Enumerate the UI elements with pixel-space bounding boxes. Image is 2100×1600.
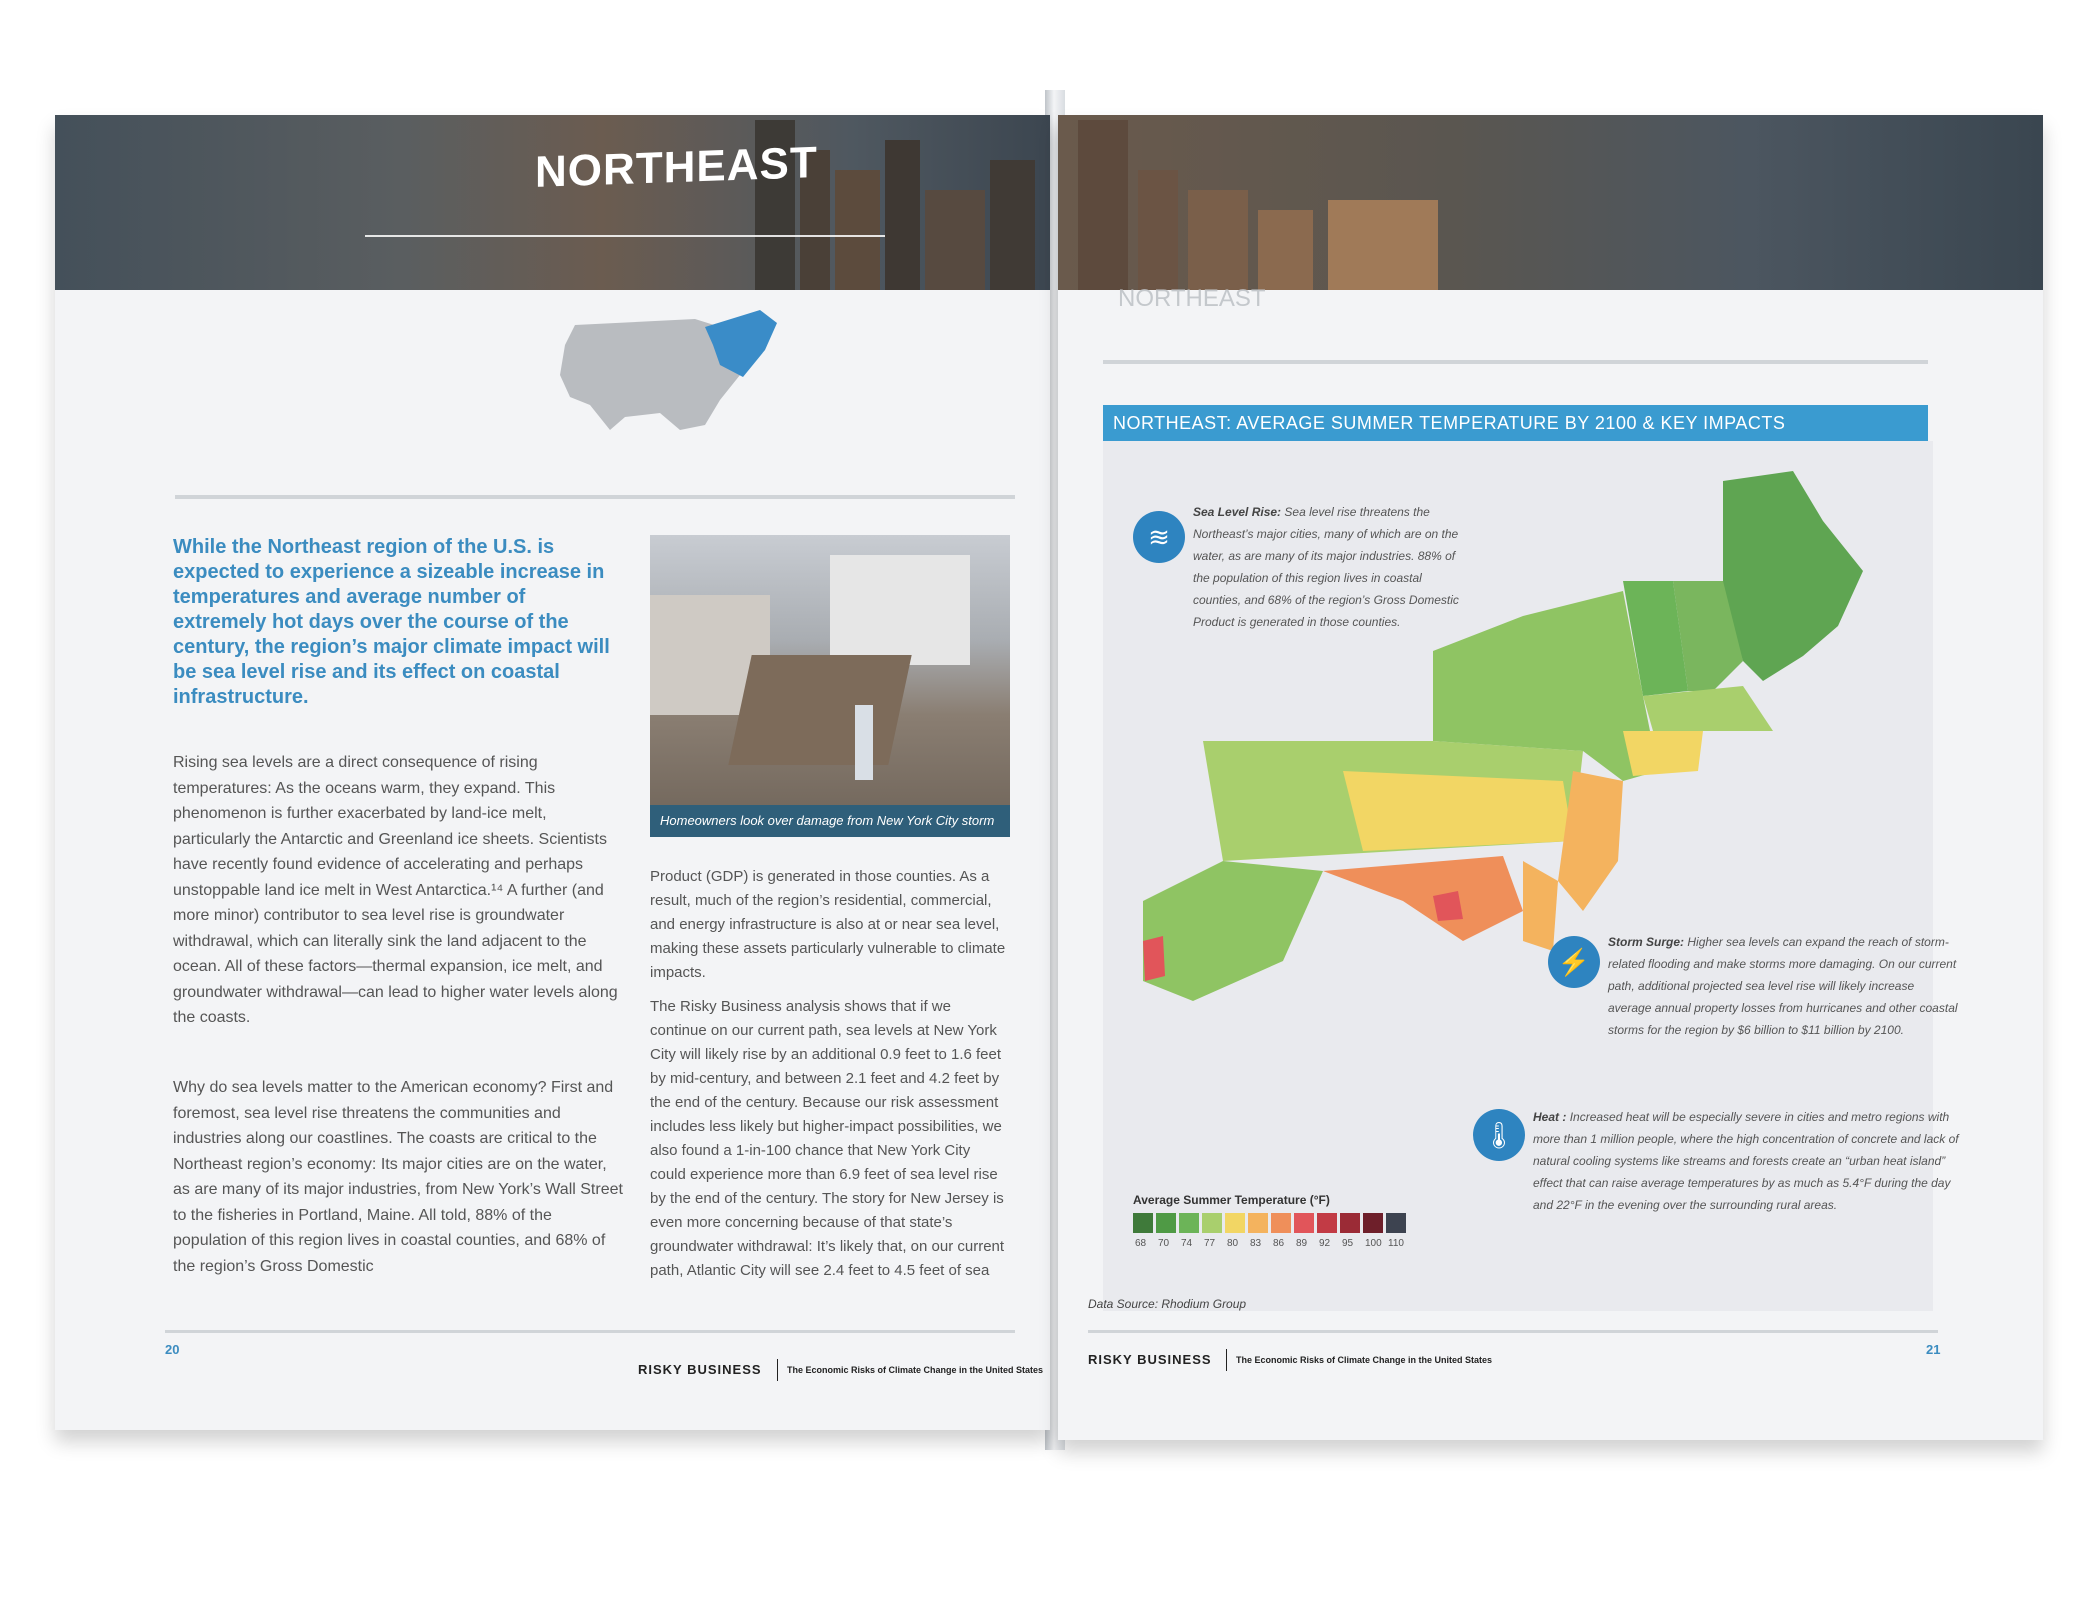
banner-rule <box>365 235 885 237</box>
legend-swatch <box>1386 1213 1406 1233</box>
legend-swatch <box>1294 1213 1314 1233</box>
legend-swatch <box>1225 1213 1245 1233</box>
right-page <box>1058 115 2043 1440</box>
footer-brand-right: RISKY BUSINESS <box>1088 1352 1212 1367</box>
column2-paragraph2: The Risky Business analysis shows that if we continue on our current path, sea levels at New York City will likely rise by an additional 0.9 feet to 1.6 feet by mid-century, and between 2.1 feet and 4.2 feet by the end of the century. Because our risk assessment includes less likely but higher-impact possibilities, we also found a 1-in-100 chance that New York City could experience more than 6.9 feet of sea level rise by the end of the century. The story for New Jersey is even more concerning because of that state’s groundwater withdrawal: It’s likely that, on our current path, Atlantic City will see 2.4 feet to 4.5 feet of sea <box>650 998 1005 1279</box>
legend-title: Average Summer Temperature (°F) <box>1133 1193 1330 1207</box>
impact-title-storm-surge: Storm Surge: <box>1608 935 1685 949</box>
legend-tick-label: 110 <box>1388 1238 1404 1249</box>
storm-damage-photo <box>650 535 1010 835</box>
impact-text-storm-surge: Higher sea levels can expand the reach of storm-related flooding and make storms more damaging. On our current path, additional projected sea level rise will likely increase average annual property losses from hurricanes and other coastal storms for the region by $6 billion to $11 billion by 2100. <box>1608 935 1958 1037</box>
footer-separator-left <box>777 1359 778 1381</box>
legend-swatch <box>1248 1213 1268 1233</box>
figure-title: NORTHEAST: AVERAGE SUMMER TEMPERATURE BY 2100 & KEY IMPACTS <box>1103 405 1928 441</box>
map-region-west-virginia <box>1143 861 1323 1001</box>
footer-subtitle-left: The Economic Risks of Climate Change in the United States <box>787 1365 1044 1375</box>
impact-sea-level-rise <box>1133 501 1463 633</box>
map-region-maryland <box>1323 856 1523 941</box>
legend-swatch <box>1340 1213 1360 1233</box>
map-region-wv-hotspot <box>1143 936 1165 981</box>
impact-text-heat: Increased heat will be especially severe in cities and metro regions with more than 1 million people, where the high concentration of concrete and lack of natural cooling systems like streams and forests create an “urban heat island” effect that can raise average temperatures by as much as 5.4°F during the day and 22°F in the evening over the surrounding rural areas. <box>1533 1110 1959 1212</box>
legend-tick-label: 77 <box>1204 1238 1216 1249</box>
impact-title-heat: Heat : <box>1533 1110 1567 1124</box>
column1-paragraph1: Rising sea levels are a direct consequence of rising temperatures: As the oceans warm, they expand. This phenomenon is further exacerbated by land-ice melt, particularly the Antarctic and Greenland ice sheets. Scientists have recently found evidence of accelerating and perhaps unstoppable land ice melt in West Antarctica.¹⁴ A further (and more minor) contributor to sea level rise is groundwater withdrawal, which can literally sink the land adjacent to the ocean. All of these factors—thermal expansion, ice melt, and groundwater withdrawal—can lead to higher water levels along the coasts. <box>173 754 618 1026</box>
legend-tick-label: 100 <box>1365 1238 1382 1249</box>
footer-separator-right <box>1226 1349 1227 1371</box>
legend-swatch <box>1156 1213 1176 1233</box>
city-banner-image-right <box>1058 115 2043 290</box>
legend-tick-label: 92 <box>1319 1238 1331 1249</box>
city-banner-image <box>55 115 1050 290</box>
right-bottom-rule <box>1088 1330 1938 1333</box>
left-bottom-rule <box>165 1330 1015 1333</box>
map-region-dc-hotspot <box>1433 891 1463 921</box>
legend-swatch <box>1271 1213 1291 1233</box>
legend-tick-label: 68 <box>1135 1238 1147 1249</box>
lead-paragraph: While the Northeast region of the U.S. is expected to experience a sizeable increase in temperatures and average number of extremely hot days over the course of the century, the region’s major climate impact will be sea level rise and its effect on coastal infrastructure. <box>173 536 610 708</box>
banner-title: NORTHEAST <box>535 138 818 197</box>
impact-storm-surge <box>1548 931 1958 1041</box>
thermometer-icon: 🌡 <box>1473 1109 1525 1161</box>
figure-panel <box>1103 441 1959 1311</box>
photo-caption: Homeowners look over damage from New York City storm <box>650 805 1010 837</box>
legend-tick-label: 70 <box>1158 1238 1170 1249</box>
data-source: Data Source: Rhodium Group <box>1088 1297 1247 1311</box>
legend-swatch <box>1202 1213 1222 1233</box>
legend-tick-label: 89 <box>1296 1238 1308 1249</box>
us-locator-map <box>515 305 815 445</box>
legend-tick-label: 86 <box>1273 1238 1285 1249</box>
storm-icon: ⚡ <box>1548 936 1600 988</box>
impact-title-sea-level: Sea Level Rise: <box>1193 505 1282 519</box>
left-page <box>55 115 1050 1430</box>
footer-subtitle-right: The Economic Risks of Climate Change in the United States <box>1236 1355 1493 1365</box>
legend-swatch <box>1133 1213 1153 1233</box>
left-top-rule <box>175 495 1015 499</box>
legend-swatch <box>1179 1213 1199 1233</box>
page-number-right: 21 <box>1926 1342 1941 1357</box>
impact-heat <box>1473 1106 1973 1216</box>
map-region-connecticut <box>1623 731 1703 776</box>
column1-paragraph2: Why do sea levels matter to the American economy? First and foremost, sea level rise threatens the communities and industries along our coastlines. The coasts are critical to the Northeast region’s economy: Its major cities are on the water, as are many of its major industries, from New York’s Wall Street to the fisheries in Portland, Maine. All told, 88% of the population of this region lives in coastal counties, and 68% of the region’s Gross Domestic <box>173 1079 623 1275</box>
water-waves-icon: ≋ <box>1133 511 1185 563</box>
legend-tick-label: 83 <box>1250 1238 1262 1249</box>
legend-tick-label: 80 <box>1227 1238 1239 1249</box>
running-head: NORTHEAST <box>1118 285 1266 312</box>
legend-tick-label: 74 <box>1181 1238 1193 1249</box>
legend-tick-label: 95 <box>1342 1238 1354 1249</box>
map-region-pennsylvania-south <box>1343 771 1573 851</box>
legend-swatch <box>1363 1213 1383 1233</box>
page-number-left: 20 <box>165 1342 180 1357</box>
impact-text-sea-level: Sea level rise threatens the Northeast’s major cities, many of which are on the water, as are many of its major industries. 88% of the population of this region lives in coastal counties, and 68% of the region’s Gross Domestic Product is generated in those counties. <box>1193 505 1459 629</box>
footer-brand-left: RISKY BUSINESS <box>638 1362 762 1377</box>
legend-swatch <box>1317 1213 1337 1233</box>
column2-paragraph1: Product (GDP) is generated in those counties. As a result, much of the region’s residential, commercial, and energy infrastructure is also at or near sea level, making these assets particularly vulnerable to climate impacts. <box>650 868 1006 981</box>
map-region-maine <box>1723 471 1863 681</box>
right-top-rule <box>1103 360 1928 364</box>
